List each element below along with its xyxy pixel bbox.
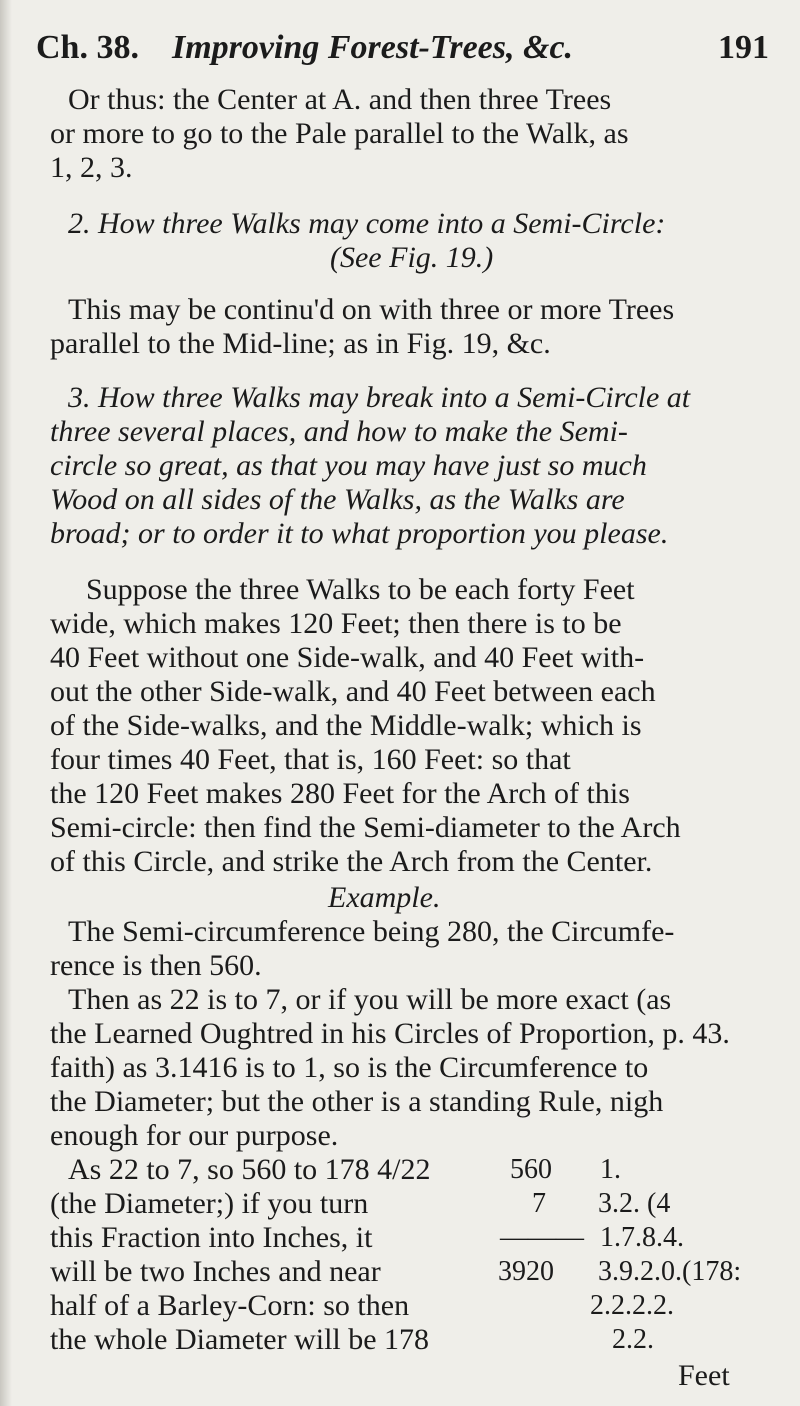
- text-line: rence is then 560.: [50, 949, 262, 982]
- catchword: Feet: [678, 1359, 730, 1392]
- text-line: faith) as 3.1416 is to 1, so is the Circumference to: [50, 1051, 649, 1084]
- text-line: parallel to the Mid-line; as in Fig. 19, &c.: [50, 327, 551, 360]
- calc-value: 1.7.8.4.: [600, 1222, 684, 1253]
- text-line: the whole Diameter will be 178: [50, 1323, 430, 1356]
- calc-value: 2.2.2.2.: [590, 1290, 674, 1321]
- section-heading: circle so great, as that you may have just so much: [50, 449, 647, 482]
- text-line: Suppose the three Walks to be each forty Feet: [86, 573, 635, 606]
- calc-value: 1.: [600, 1154, 621, 1185]
- text-line: will be two Inches and near: [50, 1255, 381, 1288]
- text-line: or more to go to the Pale parallel to the Walk, as: [50, 117, 629, 150]
- text-line: wide, which makes 120 Feet; then there is to be: [50, 607, 622, 640]
- text-line: The Semi-circumference being 280, the Circumfe-: [68, 915, 675, 948]
- section-heading: three several places, and how to make the Semi-: [50, 415, 628, 448]
- running-title: Improving Forest-Trees, &c.: [172, 29, 574, 66]
- calc-value: 2.2.: [612, 1324, 654, 1355]
- text-line: Semi-circle: then find the Semi-diameter to the Arch: [50, 811, 681, 844]
- calc-value: 3.2. (4: [598, 1188, 671, 1219]
- text-line: Then as 22 is to 7, or if you will be more exact (as: [68, 983, 672, 1016]
- section-heading: 2. How three Walks may come into a Semi-Circle:: [68, 207, 666, 240]
- text-line: out the other Side-walk, and 40 Feet between each: [50, 675, 656, 708]
- text-line: Or thus: the Center at A. and then three Trees: [68, 83, 612, 116]
- calc-value: 3920: [498, 1256, 554, 1287]
- calc-value: 7: [532, 1188, 546, 1219]
- text-line: This may be continu'd on with three or more Trees: [68, 293, 675, 326]
- figure-reference: (See Fig. 19.): [330, 241, 494, 274]
- text-line: this Fraction into Inches, it: [50, 1221, 373, 1254]
- chapter-label: Ch. 38.: [36, 29, 139, 66]
- text-line: of the Side-walks, and the Middle-walk; which is: [50, 709, 642, 742]
- calc-value: 560: [510, 1154, 552, 1185]
- calc-rule: ———: [500, 1222, 584, 1253]
- text-line: (the Diameter;) if you turn: [50, 1187, 369, 1220]
- page-gutter-shadow: [0, 0, 12, 1406]
- text-line: enough for our purpose.: [50, 1119, 339, 1152]
- text-line: 1, 2, 3.: [50, 151, 133, 184]
- text-line: As 22 to 7, so 560 to 178 4/22: [68, 1153, 431, 1186]
- page-number: 191: [718, 29, 769, 66]
- text-line: of this Circle, and strike the Arch from the Center.: [50, 845, 653, 878]
- example-label: Example.: [328, 881, 441, 914]
- text-line: four times 40 Feet, that is, 160 Feet: so that: [50, 743, 571, 776]
- section-heading: broad; or to order it to what proportion you please.: [50, 517, 669, 550]
- text-line: half of a Barley-Corn: so then: [50, 1289, 410, 1322]
- section-heading: Wood on all sides of the Walks, as the Walks are: [50, 483, 625, 516]
- text-line: 40 Feet without one Side-walk, and 40 Feet with-: [50, 641, 645, 674]
- text-line: the Learned Oughtred in his Circles of Proportion, p. 43.: [50, 1017, 730, 1050]
- calc-value: 3.9.2.0.(178:: [598, 1256, 742, 1287]
- section-heading: 3. How three Walks may break into a Semi-Circle at: [68, 381, 691, 414]
- text-line: the Diameter; but the other is a standing Rule, nigh: [50, 1085, 664, 1118]
- text-line: the 120 Feet makes 280 Feet for the Arch of this: [50, 777, 630, 810]
